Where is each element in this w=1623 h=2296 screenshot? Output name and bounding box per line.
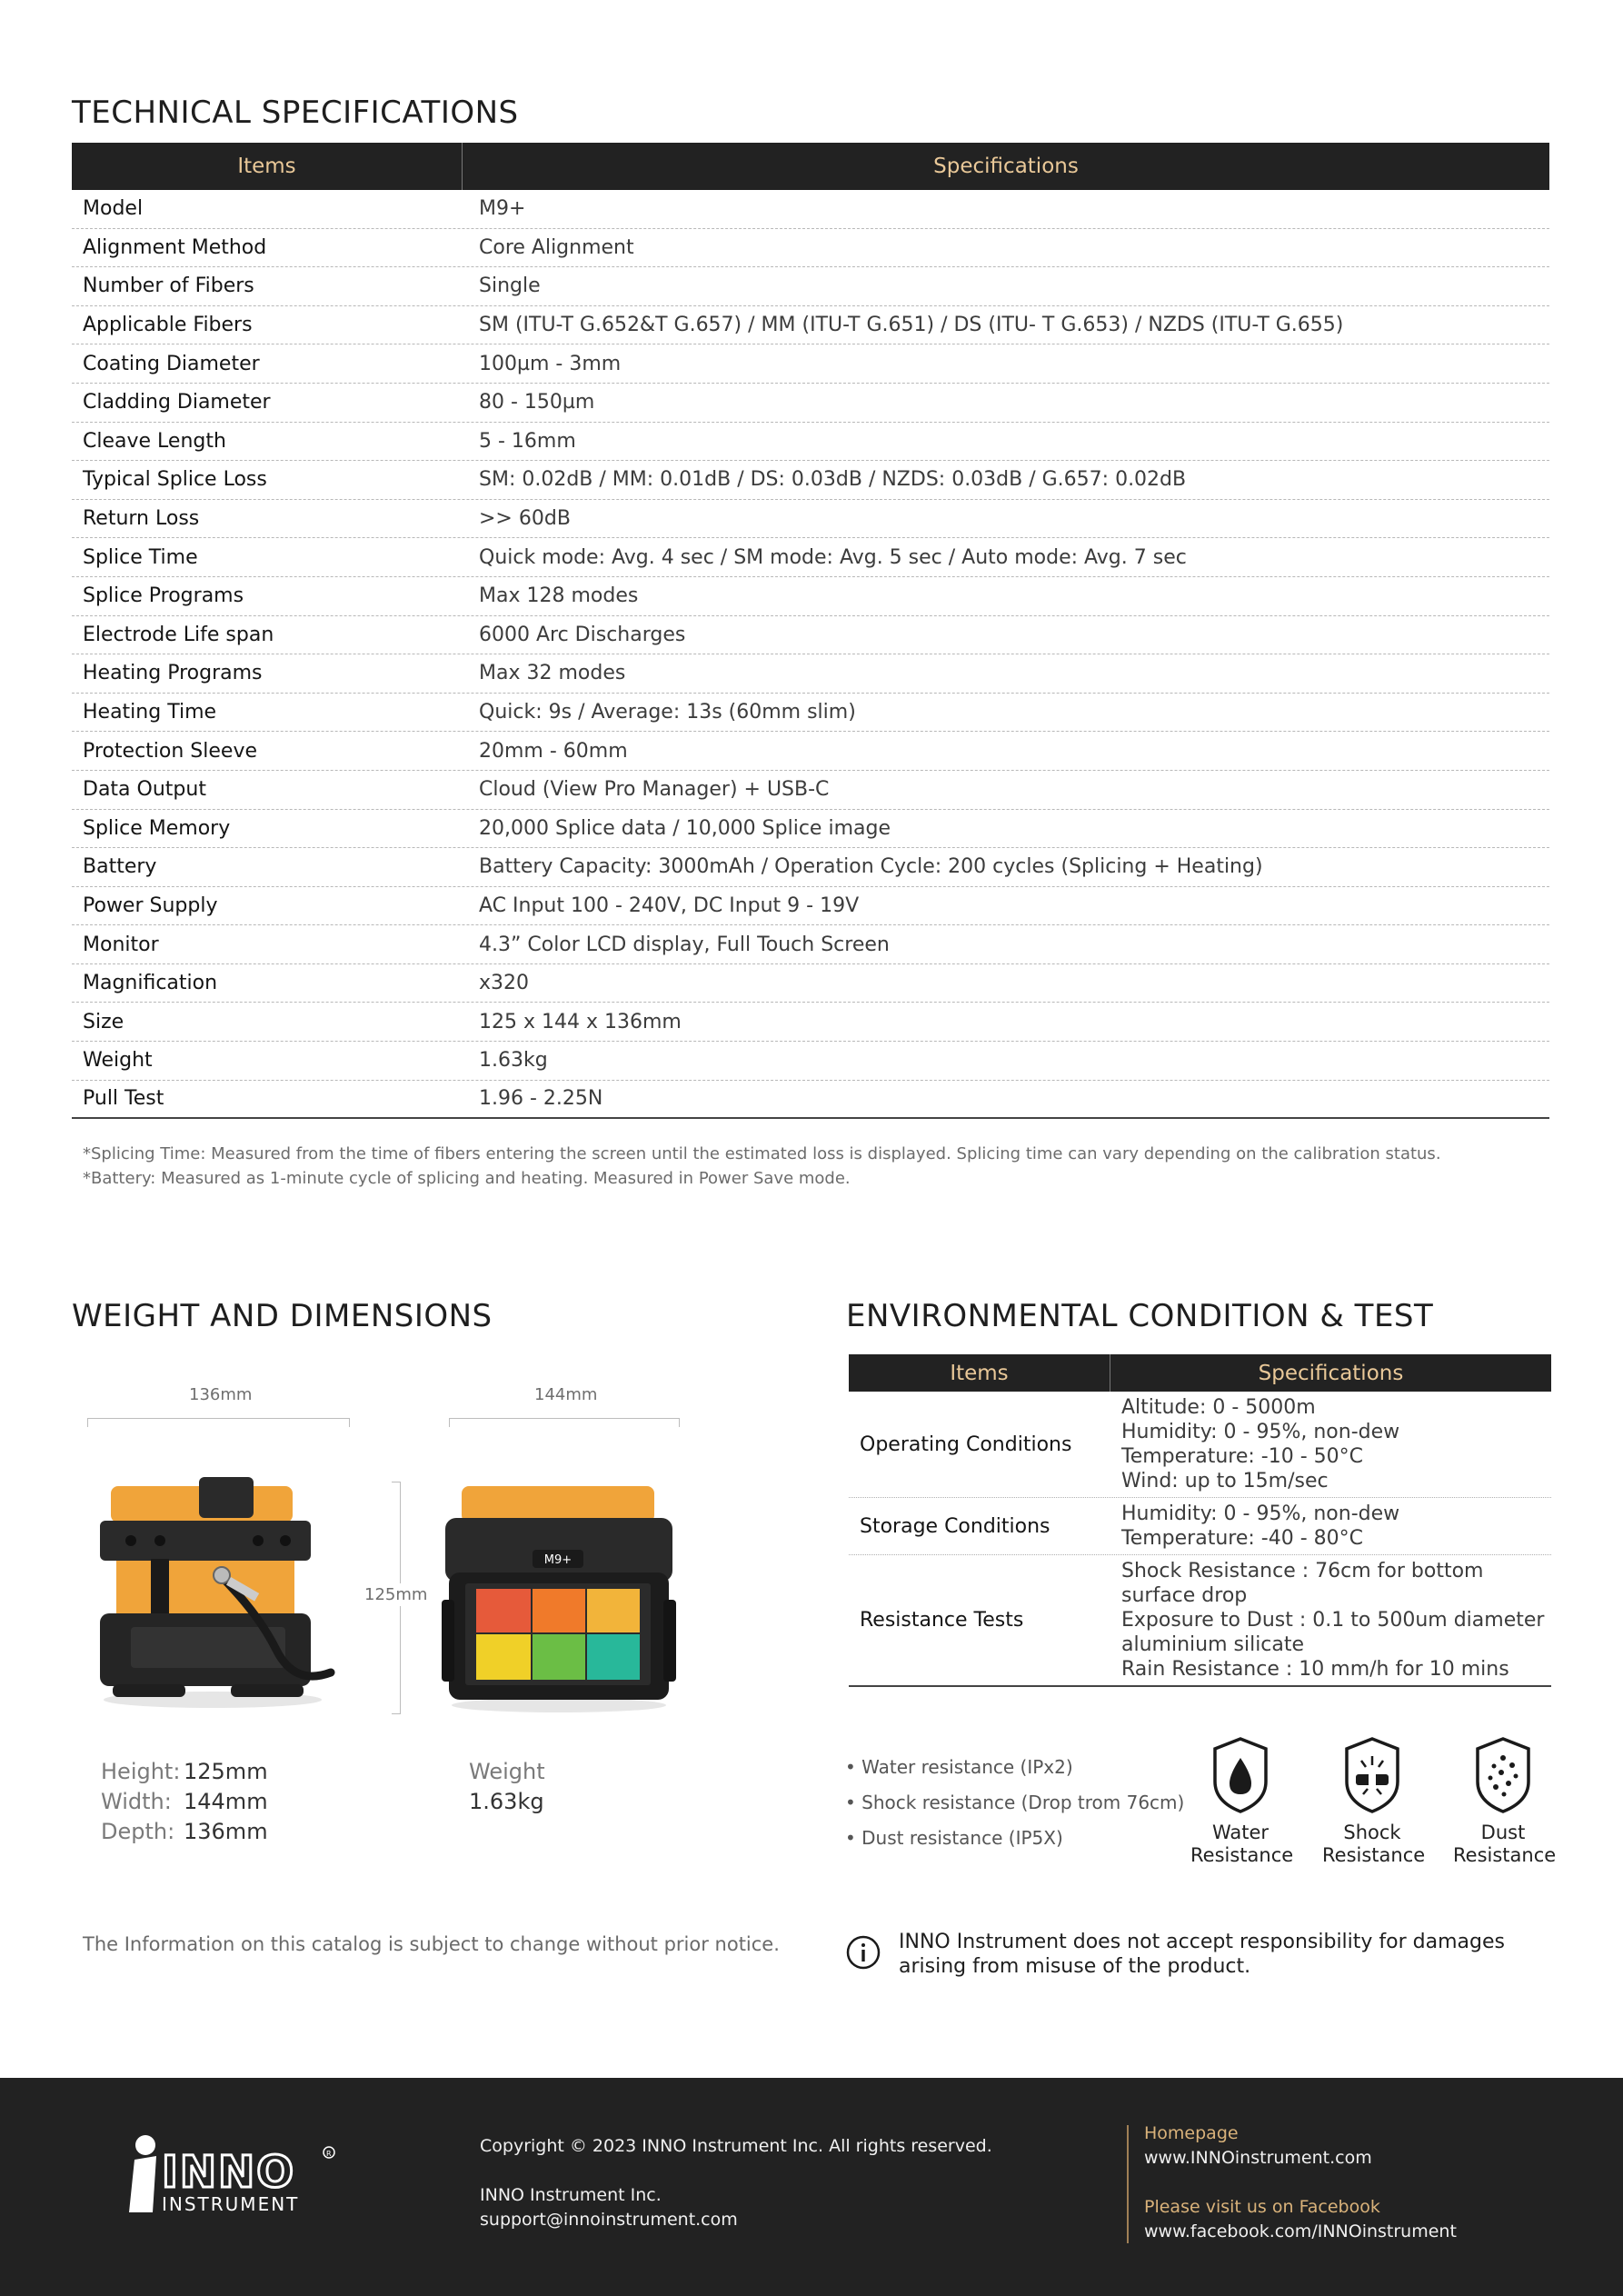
spec-row	[72, 771, 1549, 810]
spec-row	[72, 577, 1549, 616]
env-col-specifications: Specifications	[1258, 1361, 1404, 1385]
spec-row	[72, 306, 1549, 345]
env-row-storage	[849, 1498, 1551, 1555]
spec-value: Cloud (View Pro Manager) + USB-C	[479, 778, 830, 802]
note-splicing-time: *Splicing Time: Measured from the time of fibers entering the screen until the estimated loss is displayed. Splicing time can vary depending on the calibration status.	[83, 1144, 1441, 1163]
device-front-view-image	[442, 1482, 676, 1714]
spec-item: Model	[83, 197, 144, 221]
depth-dimension-bracket	[87, 1418, 350, 1427]
tech-specs-header	[72, 143, 1549, 190]
footer-company-info	[480, 2134, 992, 2232]
badge-shock	[1322, 1736, 1426, 1867]
spec-item: Typical Splice Loss	[83, 468, 267, 492]
spec-row	[72, 694, 1549, 733]
spec-item: Data Output	[83, 778, 206, 802]
spec-value: Quick mode: Avg. 4 sec / SM mode: Avg. 5 sec / Auto mode: Avg. 7 sec	[479, 545, 1187, 569]
spec-row	[72, 1081, 1549, 1120]
spec-row	[72, 229, 1549, 268]
env-spec-line: Altitude: 0 - 5000m	[1121, 1396, 1316, 1419]
dust-resistance-icon	[1474, 1736, 1532, 1814]
spec-row	[72, 848, 1549, 887]
spec-item: Cladding Diameter	[83, 391, 271, 414]
depth-key: Depth:	[101, 1819, 175, 1844]
spec-row	[72, 732, 1549, 771]
badge-dust-line2: Resistance	[1453, 1844, 1557, 1866]
badge-water-line2: Resistance	[1190, 1844, 1294, 1866]
env-spec-line: Humidity: 0 - 95%, non-dew	[1121, 1502, 1400, 1525]
inno-instrument-logo	[122, 2134, 340, 2216]
col-specifications: Specifications	[933, 155, 1079, 178]
device-brand-text: M9+	[543, 1553, 573, 1567]
spec-value: x320	[479, 972, 530, 995]
spec-item: Protection Sleeve	[83, 739, 257, 763]
spec-value: 6000 Arc Discharges	[479, 623, 686, 646]
spec-item: Alignment Method	[83, 235, 267, 259]
spec-row	[72, 1042, 1549, 1081]
width-value: 144mm	[184, 1789, 268, 1814]
tech-specs-body	[72, 190, 1549, 1119]
spec-value: 20,000 Splice data / 10,000 Splice image	[479, 816, 891, 840]
height-key: Height:	[101, 1759, 181, 1784]
env-spec-line: Humidity: 0 - 95%, non-dew	[1121, 1421, 1400, 1443]
spec-row	[72, 1003, 1549, 1042]
spec-row	[72, 964, 1549, 1003]
spec-item: Applicable Fibers	[83, 314, 253, 337]
bullet-shock: • Shock resistance (Drop trom 76cm)	[845, 1792, 1185, 1813]
spec-item: Monitor	[83, 933, 159, 956]
spec-item: Return Loss	[83, 507, 200, 531]
spec-row	[72, 190, 1549, 229]
env-spec-line: Exposure to Dust : 0.1 to 500um diameter aluminium silicate	[1121, 1609, 1545, 1656]
company-name: INNO Instrument Inc.	[480, 2185, 662, 2205]
spec-value: 100µm - 3mm	[479, 352, 622, 375]
footer-links	[1144, 2121, 1457, 2244]
spec-item: Coating Diameter	[83, 352, 260, 375]
spec-item: Heating Time	[83, 701, 217, 724]
spec-item: Magnification	[83, 972, 218, 995]
width-key: Width:	[101, 1789, 172, 1814]
spec-item: Weight	[83, 1049, 153, 1073]
responsibility-disclaimer: INNO Instrument does not accept responsibility for damages arising from misuse of the product.	[899, 1931, 1505, 1978]
tech-specs-notes	[83, 1142, 1441, 1191]
environmental-header	[849, 1354, 1551, 1392]
spec-item: Cleave Length	[83, 429, 226, 453]
footer-divider	[1127, 2125, 1129, 2243]
bullet-dust: • Dust resistance (IP5X)	[845, 1827, 1063, 1849]
info-icon	[845, 1934, 881, 1971]
weight-block	[469, 1757, 545, 1817]
env-row-operating	[849, 1392, 1551, 1498]
svg-text:R: R	[326, 2150, 332, 2158]
badge-dust	[1453, 1736, 1557, 1867]
spec-item: Splice Programs	[83, 584, 244, 608]
spec-row	[72, 500, 1549, 539]
env-spec-operating	[1110, 1392, 1551, 1497]
spec-row	[72, 887, 1549, 926]
spec-value: SM (ITU-T G.652&T G.657) / MM (ITU-T G.651) / DS (ITU- T G.653) / NZDS (ITU-T G.655)	[479, 314, 1344, 337]
weight-dimensions-title: WEIGHT AND DIMENSIONS	[72, 1298, 493, 1334]
catalog-change-notice: The Information on this catalog is subject to change without prior notice.	[83, 1933, 780, 1955]
spec-item: Power Supply	[83, 893, 218, 917]
tech-specs-table	[72, 143, 1549, 1119]
env-spec-line: Wind: up to 15m/sec	[1121, 1470, 1329, 1492]
homepage-label: Homepage	[1144, 2123, 1239, 2143]
spec-row	[72, 654, 1549, 694]
tech-specs-title: TECHNICAL SPECIFICATIONS	[72, 95, 519, 131]
spec-value: 5 - 16mm	[479, 429, 576, 453]
spec-value: Core Alignment	[479, 235, 634, 259]
logo-instrument-text: INSTRUMENT	[162, 2193, 300, 2215]
spec-item: Number of Fibers	[83, 275, 254, 298]
spec-row	[72, 925, 1549, 964]
env-item-operating: Operating Conditions	[860, 1433, 1072, 1456]
copyright-text: Copyright © 2023 INNO Instrument Inc. All rights reserved.	[480, 2136, 992, 2156]
env-spec-storage	[1110, 1498, 1551, 1554]
support-email-link[interactable]: support@innoinstrument.com	[480, 2210, 738, 2230]
width-dimension-label: 144mm	[534, 1385, 598, 1404]
depth-dimension-label: 136mm	[189, 1385, 253, 1404]
spec-value: M9+	[479, 197, 526, 221]
spec-row	[72, 538, 1549, 577]
badge-dust-line1: Dust	[1480, 1822, 1526, 1843]
spec-item: Pull Test	[83, 1087, 164, 1111]
env-spec-line: Temperature: -40 - 80°C	[1121, 1527, 1363, 1550]
water-resistance-icon	[1211, 1736, 1270, 1814]
env-row-resistance	[849, 1555, 1551, 1687]
badge-water-line1: Water	[1211, 1822, 1270, 1843]
weight-value: 1.63kg	[469, 1789, 544, 1814]
note-battery: *Battery: Measured as 1-minute cycle of splicing and heating. Measured in Power Save mode.	[83, 1169, 851, 1188]
env-spec-line: Shock Resistance : 76cm for bottom surface drop	[1121, 1560, 1484, 1607]
env-spec-line: Rain Resistance : 10 mm/h for 10 mins	[1121, 1658, 1509, 1681]
spec-value: Max 128 modes	[479, 584, 639, 608]
logo-inno-text: INNO	[162, 2147, 296, 2198]
spec-value: 20mm - 60mm	[479, 739, 628, 763]
spec-row	[72, 616, 1549, 655]
facebook-link[interactable]: www.facebook.com/INNOinstrument	[1144, 2221, 1457, 2241]
width-dimension-bracket	[449, 1418, 680, 1427]
badge-shock-line2: Resistance	[1322, 1844, 1426, 1866]
facebook-label: Please visit us on Facebook	[1144, 2197, 1380, 2217]
height-dimension-label: 125mm	[364, 1585, 428, 1604]
spec-value: 4.3” Color LCD display, Full Touch Screen	[479, 933, 890, 956]
env-spec-line: Temperature: -10 - 50°C	[1121, 1445, 1363, 1468]
spec-value: SM: 0.02dB / MM: 0.01dB / DS: 0.03dB / NZDS: 0.03dB / G.657: 0.02dB	[479, 468, 1187, 492]
environmental-title: ENVIRONMENTAL CONDITION & TEST	[846, 1298, 1434, 1334]
env-col-items: Items	[849, 1354, 1110, 1392]
spec-value: Single	[479, 275, 541, 298]
badge-water	[1190, 1736, 1294, 1867]
spec-value: 1.96 - 2.25N	[479, 1087, 603, 1111]
spec-row	[72, 344, 1549, 384]
spec-row	[72, 461, 1549, 500]
spec-value: Quick: 9s / Average: 13s (60mm slim)	[479, 701, 856, 724]
shock-resistance-icon	[1343, 1736, 1401, 1814]
spec-row	[72, 267, 1549, 306]
spec-row	[72, 810, 1549, 849]
resistance-bullets	[845, 1750, 1184, 1856]
bullet-water: • Water resistance (IPx2)	[845, 1756, 1073, 1778]
homepage-link[interactable]: www.INNOinstrument.com	[1144, 2148, 1372, 2168]
device-side-view-image	[95, 1477, 363, 1712]
spec-value: 125 x 144 x 136mm	[479, 1010, 682, 1033]
env-spec-resistance	[1110, 1555, 1551, 1685]
spec-item: Splice Memory	[83, 816, 231, 840]
spec-item: Battery	[83, 855, 157, 879]
spec-item: Splice Time	[83, 545, 198, 569]
spec-value: Max 32 modes	[479, 662, 626, 685]
spec-item: Heating Programs	[83, 662, 263, 685]
environmental-table	[849, 1354, 1551, 1687]
col-items: Items	[72, 143, 463, 190]
spec-item: Size	[83, 1010, 124, 1033]
height-value: 125mm	[184, 1759, 268, 1784]
badge-shock-line1: Shock	[1343, 1822, 1401, 1843]
spec-item: Electrode Life span	[83, 623, 274, 646]
spec-row	[72, 384, 1549, 423]
spec-value: 1.63kg	[479, 1049, 548, 1073]
dimensions-list	[101, 1757, 268, 1847]
spec-value: 80 - 150µm	[479, 391, 595, 414]
spec-value: AC Input 100 - 240V, DC Input 9 - 19V	[479, 893, 860, 917]
spec-value: >> 60dB	[479, 507, 571, 531]
depth-value: 136mm	[184, 1819, 268, 1844]
spec-row	[72, 423, 1549, 462]
env-item-storage: Storage Conditions	[860, 1514, 1050, 1538]
footer	[0, 2078, 1623, 2296]
env-item-resistance: Resistance Tests	[860, 1609, 1024, 1632]
weight-key: Weight	[469, 1759, 545, 1784]
spec-value: Battery Capacity: 3000mAh / Operation Cycle: 200 cycles (Splicing + Heating)	[479, 855, 1263, 879]
